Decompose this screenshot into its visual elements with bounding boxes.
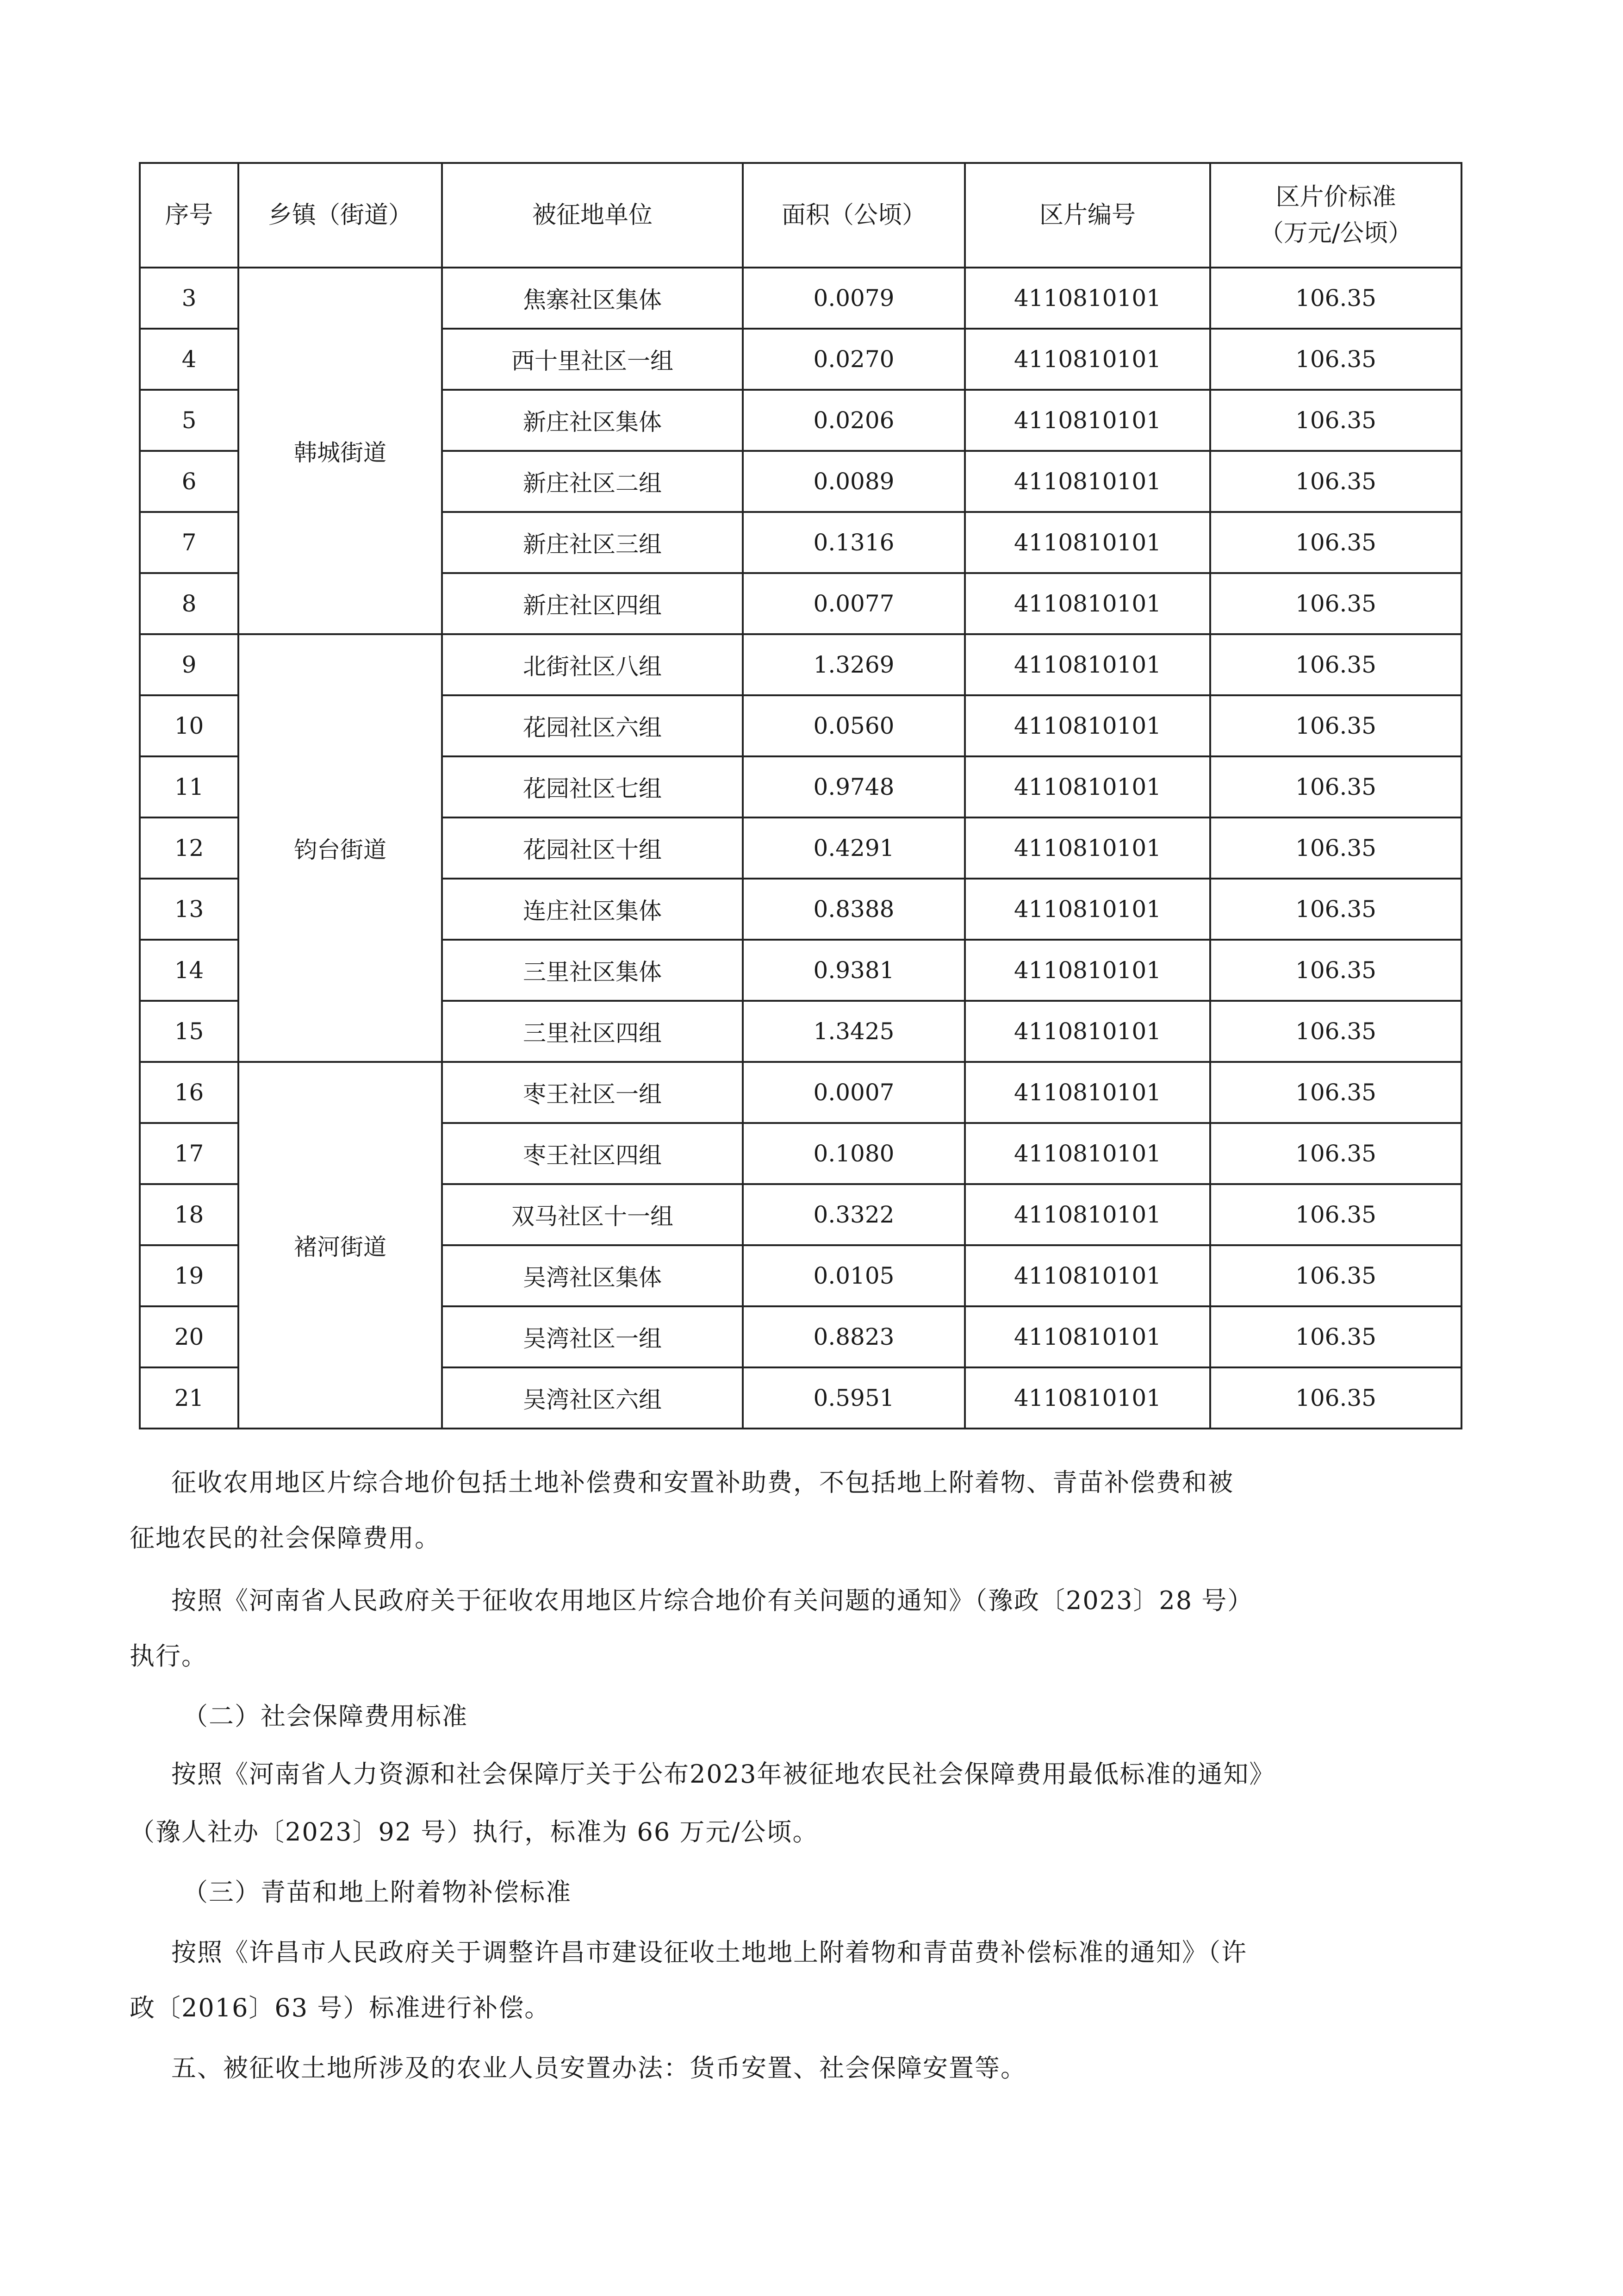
cell-area: 0.0206 bbox=[743, 390, 965, 451]
cell-price: 106.35 bbox=[1210, 1306, 1461, 1367]
cell-zone: 4110810101 bbox=[965, 451, 1210, 512]
cell-price: 106.35 bbox=[1210, 1245, 1461, 1306]
paragraph-social-security-line2: （豫人社办〔2023〕92 号）执行，标准为 66 万元/公顷。 bbox=[130, 1817, 819, 1847]
header-area: 面积（公顷） bbox=[743, 163, 965, 268]
cell-area: 0.8388 bbox=[743, 879, 965, 940]
paragraph-social-security-line1: 按照《河南省人力资源和社会保障厅关于公布2023年被征地农民社会保障费用最低标准的通知》 bbox=[171, 1759, 1275, 1789]
cell-unit: 西十里社区一组 bbox=[442, 329, 743, 390]
cell-price: 106.35 bbox=[1210, 817, 1461, 879]
cell-area: 0.0560 bbox=[743, 695, 965, 756]
cell-zone: 4110810101 bbox=[965, 1184, 1210, 1245]
cell-unit: 三里社区四组 bbox=[442, 1001, 743, 1062]
paragraph-land-price-scope-line2: 征地农民的社会保障费用。 bbox=[130, 1523, 441, 1553]
cell-zone: 4110810101 bbox=[965, 512, 1210, 573]
cell-seq: 21 bbox=[140, 1367, 238, 1429]
cell-zone: 4110810101 bbox=[965, 268, 1210, 329]
cell-price: 106.35 bbox=[1210, 451, 1461, 512]
cell-area: 1.3425 bbox=[743, 1001, 965, 1062]
cell-unit: 双马社区十一组 bbox=[442, 1184, 743, 1245]
cell-area: 1.3269 bbox=[743, 634, 965, 695]
cell-zone: 4110810101 bbox=[965, 1062, 1210, 1123]
cell-unit: 新庄社区四组 bbox=[442, 573, 743, 634]
cell-seq: 13 bbox=[140, 879, 238, 940]
cell-price: 106.35 bbox=[1210, 634, 1461, 695]
paragraph-land-price-basis-line1: 按照《河南省人民政府关于征收农用地区片综合地价有关问题的通知》（豫政〔2023〕28 号） bbox=[171, 1586, 1254, 1615]
paragraph-land-price-scope-line1: 征收农用地区片综合地价包括土地补偿费和安置补助费，不包括地上附着物、青苗补偿费和被 bbox=[171, 1468, 1234, 1497]
cell-area: 0.0077 bbox=[743, 573, 965, 634]
cell-zone: 4110810101 bbox=[965, 695, 1210, 756]
cell-zone: 4110810101 bbox=[965, 329, 1210, 390]
cell-seq: 16 bbox=[140, 1062, 238, 1123]
cell-price: 106.35 bbox=[1210, 512, 1461, 573]
cell-seq: 6 bbox=[140, 451, 238, 512]
cell-unit: 吴湾社区集体 bbox=[442, 1245, 743, 1306]
cell-unit: 新庄社区集体 bbox=[442, 390, 743, 451]
cell-area: 0.0007 bbox=[743, 1062, 965, 1123]
table-row bbox=[140, 634, 1461, 695]
table-row bbox=[140, 1062, 1461, 1123]
table-row bbox=[140, 268, 1461, 329]
cell-zone: 4110810101 bbox=[965, 756, 1210, 817]
paragraph-land-price-basis-line2: 执行。 bbox=[130, 1641, 207, 1671]
header-price-line2: （万元/公顷） bbox=[1259, 219, 1412, 247]
section-heading-crop-compensation: （三）青苗和地上附着物补偿标准 bbox=[183, 1878, 572, 1907]
cell-seq: 14 bbox=[140, 940, 238, 1001]
cell-price: 106.35 bbox=[1210, 1001, 1461, 1062]
cell-area: 0.4291 bbox=[743, 817, 965, 879]
cell-zone: 4110810101 bbox=[965, 879, 1210, 940]
cell-area: 0.1080 bbox=[743, 1123, 965, 1184]
cell-unit: 花园社区六组 bbox=[442, 695, 743, 756]
cell-seq: 12 bbox=[140, 817, 238, 879]
cell-unit: 吴湾社区一组 bbox=[442, 1306, 743, 1367]
cell-price: 106.35 bbox=[1210, 940, 1461, 1001]
cell-seq: 10 bbox=[140, 695, 238, 756]
cell-zone: 4110810101 bbox=[965, 1306, 1210, 1367]
cell-unit: 新庄社区三组 bbox=[442, 512, 743, 573]
cell-unit: 枣王社区四组 bbox=[442, 1123, 743, 1184]
cell-unit: 连庄社区集体 bbox=[442, 879, 743, 940]
cell-area: 0.9381 bbox=[743, 940, 965, 1001]
cell-price: 106.35 bbox=[1210, 756, 1461, 817]
header-seq: 序号 bbox=[140, 163, 238, 268]
section-heading-social-security: （二）社会保障费用标准 bbox=[183, 1702, 468, 1731]
cell-price: 106.35 bbox=[1210, 329, 1461, 390]
cell-price: 106.35 bbox=[1210, 695, 1461, 756]
cell-seq: 20 bbox=[140, 1306, 238, 1367]
cell-zone: 4110810101 bbox=[965, 634, 1210, 695]
header-price bbox=[1210, 163, 1461, 268]
cell-unit: 三里社区集体 bbox=[442, 940, 743, 1001]
cell-area: 0.8823 bbox=[743, 1306, 965, 1367]
header-town: 乡镇（街道） bbox=[238, 163, 442, 268]
cell-seq: 3 bbox=[140, 268, 238, 329]
cell-area: 0.0089 bbox=[743, 451, 965, 512]
cell-seq: 18 bbox=[140, 1184, 238, 1245]
cell-seq: 19 bbox=[140, 1245, 238, 1306]
paragraph-crop-compensation-line1: 按照《许昌市人民政府关于调整许昌市建设征收土地地上附着物和青苗费补偿标准的通知》（许 bbox=[171, 1938, 1247, 1967]
cell-price: 106.35 bbox=[1210, 1367, 1461, 1429]
cell-town: 褚河街道 bbox=[238, 1062, 442, 1429]
cell-unit: 新庄社区二组 bbox=[442, 451, 743, 512]
cell-seq: 4 bbox=[140, 329, 238, 390]
cell-area: 0.5951 bbox=[743, 1367, 965, 1429]
header-unit: 被征地单位 bbox=[442, 163, 743, 268]
section-heading-resettlement: 五、被征收土地所涉及的农业人员安置办法：货币安置、社会保障安置等。 bbox=[171, 2053, 1026, 2083]
cell-town: 钧台街道 bbox=[238, 634, 442, 1062]
cell-zone: 4110810101 bbox=[965, 817, 1210, 879]
header-zone: 区片编号 bbox=[965, 163, 1210, 268]
paragraph-crop-compensation-line2: 政〔2016〕63 号）标准进行补偿。 bbox=[130, 1993, 551, 2022]
table-body bbox=[140, 268, 1461, 1429]
cell-seq: 8 bbox=[140, 573, 238, 634]
cell-seq: 17 bbox=[140, 1123, 238, 1184]
cell-unit: 焦寨社区集体 bbox=[442, 268, 743, 329]
cell-seq: 9 bbox=[140, 634, 238, 695]
cell-price: 106.35 bbox=[1210, 573, 1461, 634]
cell-area: 0.0270 bbox=[743, 329, 965, 390]
cell-price: 106.35 bbox=[1210, 879, 1461, 940]
cell-area: 0.1316 bbox=[743, 512, 965, 573]
cell-zone: 4110810101 bbox=[965, 940, 1210, 1001]
cell-price: 106.35 bbox=[1210, 268, 1461, 329]
cell-unit: 吴湾社区六组 bbox=[442, 1367, 743, 1429]
cell-zone: 4110810101 bbox=[965, 1123, 1210, 1184]
cell-area: 0.9748 bbox=[743, 756, 965, 817]
cell-area: 0.0105 bbox=[743, 1245, 965, 1306]
cell-town: 韩城街道 bbox=[238, 268, 442, 634]
cell-unit: 北街社区八组 bbox=[442, 634, 743, 695]
cell-zone: 4110810101 bbox=[965, 1367, 1210, 1429]
cell-zone: 4110810101 bbox=[965, 1001, 1210, 1062]
cell-zone: 4110810101 bbox=[965, 390, 1210, 451]
cell-seq: 11 bbox=[140, 756, 238, 817]
cell-seq: 7 bbox=[140, 512, 238, 573]
cell-area: 0.3322 bbox=[743, 1184, 965, 1245]
table-header-row bbox=[140, 163, 1461, 268]
cell-price: 106.35 bbox=[1210, 390, 1461, 451]
cell-unit: 花园社区七组 bbox=[442, 756, 743, 817]
cell-price: 106.35 bbox=[1210, 1062, 1461, 1123]
cell-unit: 枣王社区一组 bbox=[442, 1062, 743, 1123]
cell-seq: 15 bbox=[140, 1001, 238, 1062]
cell-price: 106.35 bbox=[1210, 1184, 1461, 1245]
cell-seq: 5 bbox=[140, 390, 238, 451]
header-price-line1: 区片价标准 bbox=[1275, 183, 1396, 211]
cell-unit: 花园社区十组 bbox=[442, 817, 743, 879]
cell-zone: 4110810101 bbox=[965, 573, 1210, 634]
land-price-table bbox=[139, 162, 1462, 1429]
cell-zone: 4110810101 bbox=[965, 1245, 1210, 1306]
cell-price: 106.35 bbox=[1210, 1123, 1461, 1184]
cell-area: 0.0079 bbox=[743, 268, 965, 329]
